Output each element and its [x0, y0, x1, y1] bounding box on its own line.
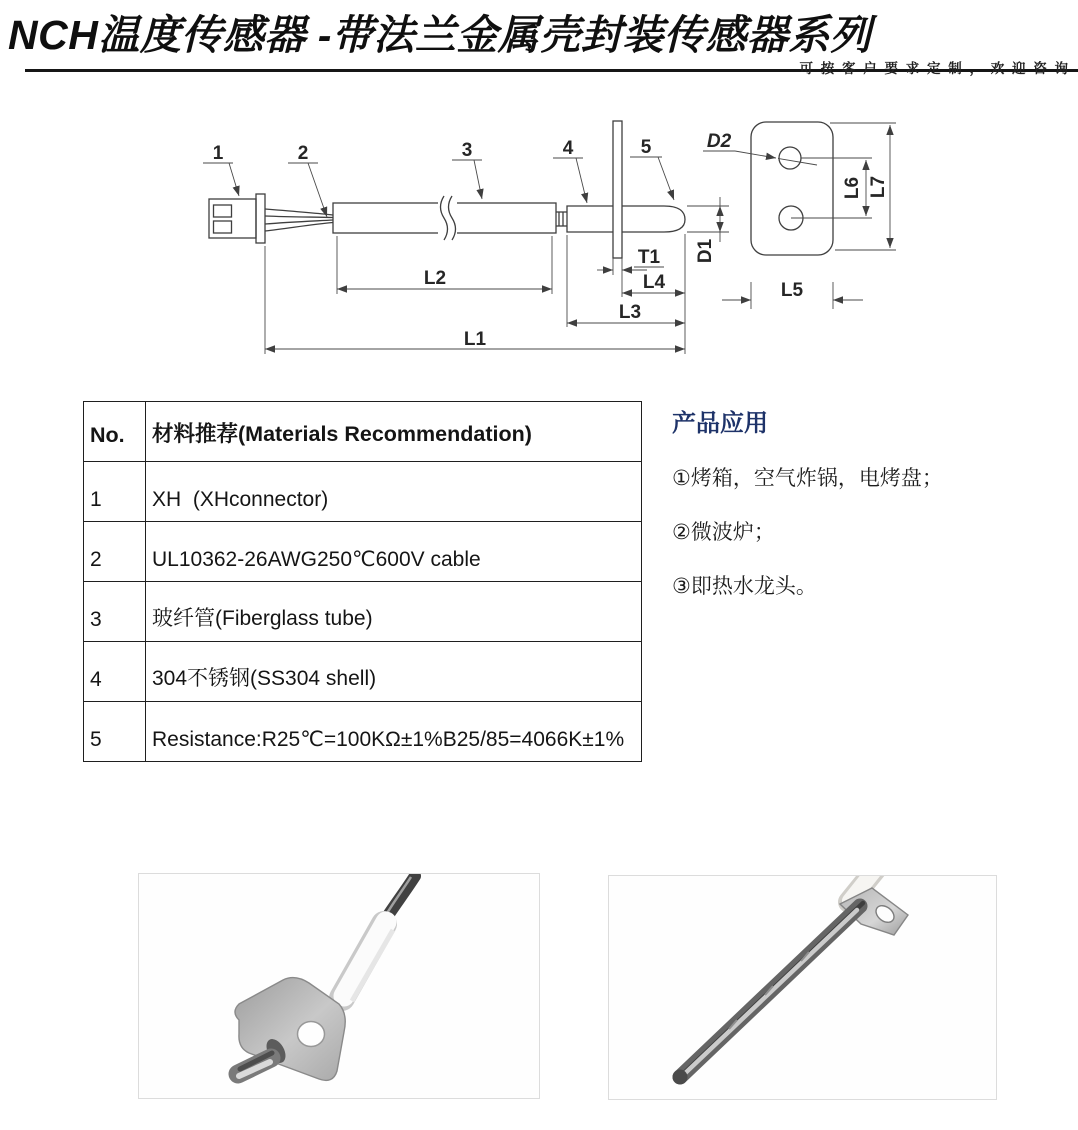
dim-label-l7: L7	[868, 175, 889, 199]
materials-header-no: No.	[90, 423, 125, 447]
part-label-3: 3	[461, 140, 473, 161]
probe-tip	[238, 1053, 272, 1076]
applications-section	[672, 403, 1072, 600]
table-row-no: 5	[84, 701, 145, 761]
application-item: ③即热水龙头。	[672, 575, 817, 598]
table-row-material: UL10362-26AWG250℃600V cable	[145, 521, 641, 581]
application-item: ②微波炉；	[672, 521, 775, 544]
page-title: NCH温度传感器 -带法兰金属壳封装传感器系列	[8, 12, 872, 58]
dim-label-l2: L2	[423, 268, 447, 289]
sensor-outline-drawing	[209, 121, 685, 258]
dim-label-l3: L3	[618, 302, 642, 323]
materials-header-mat: 材料推荐(Materials Recommendation)	[145, 402, 641, 461]
table-row-material: 玻纤管(Fiberglass tube)	[145, 581, 641, 641]
table-row-no: 3	[84, 581, 145, 641]
materials-table	[83, 401, 642, 762]
part-label-1: 1	[212, 143, 224, 164]
part-label-4: 4	[562, 138, 574, 159]
photo-flanged-sensor-long	[608, 875, 997, 1100]
dim-label-l5: L5	[780, 280, 804, 301]
dim-label-l1: L1	[463, 329, 487, 350]
probe-rod	[673, 903, 864, 1085]
dimension-diagram	[0, 0, 1078, 420]
application-item: ①烤箱，空气炸锅，电烤盘；	[672, 467, 943, 490]
dim-label-l6: L6	[842, 176, 863, 200]
flange-hole	[298, 1022, 325, 1047]
dim-label-l4: L4	[642, 272, 666, 293]
table-row-material: XH (XHconnector)	[145, 461, 641, 521]
photo-flanged-sensor-short	[138, 873, 540, 1099]
part-label-2: 2	[297, 143, 309, 164]
dim-label-d1: D1	[695, 238, 716, 264]
table-row-no: 4	[84, 641, 145, 701]
ceramic-tube	[342, 922, 393, 1001]
table-row-material: Resistance:R25℃=100KΩ±1%B25/85=4066K±1%	[145, 701, 641, 761]
header-subtitle: 可 按 客 户 要 求 定 制 ， 欢 迎 咨 询	[799, 61, 1070, 76]
part-label-5: 5	[640, 137, 652, 158]
dim-label-t1: T1	[637, 247, 661, 268]
applications-heading: 产品应用	[672, 410, 768, 437]
leader-lines	[229, 151, 817, 217]
table-row-material: 304不锈钢(SS304 shell)	[145, 641, 641, 701]
probe-tip	[673, 1070, 688, 1085]
flange-front-view	[751, 122, 833, 255]
dim-label-d2: D2	[706, 131, 732, 152]
table-row-no: 2	[84, 521, 145, 581]
table-row-no: 1	[84, 461, 145, 521]
